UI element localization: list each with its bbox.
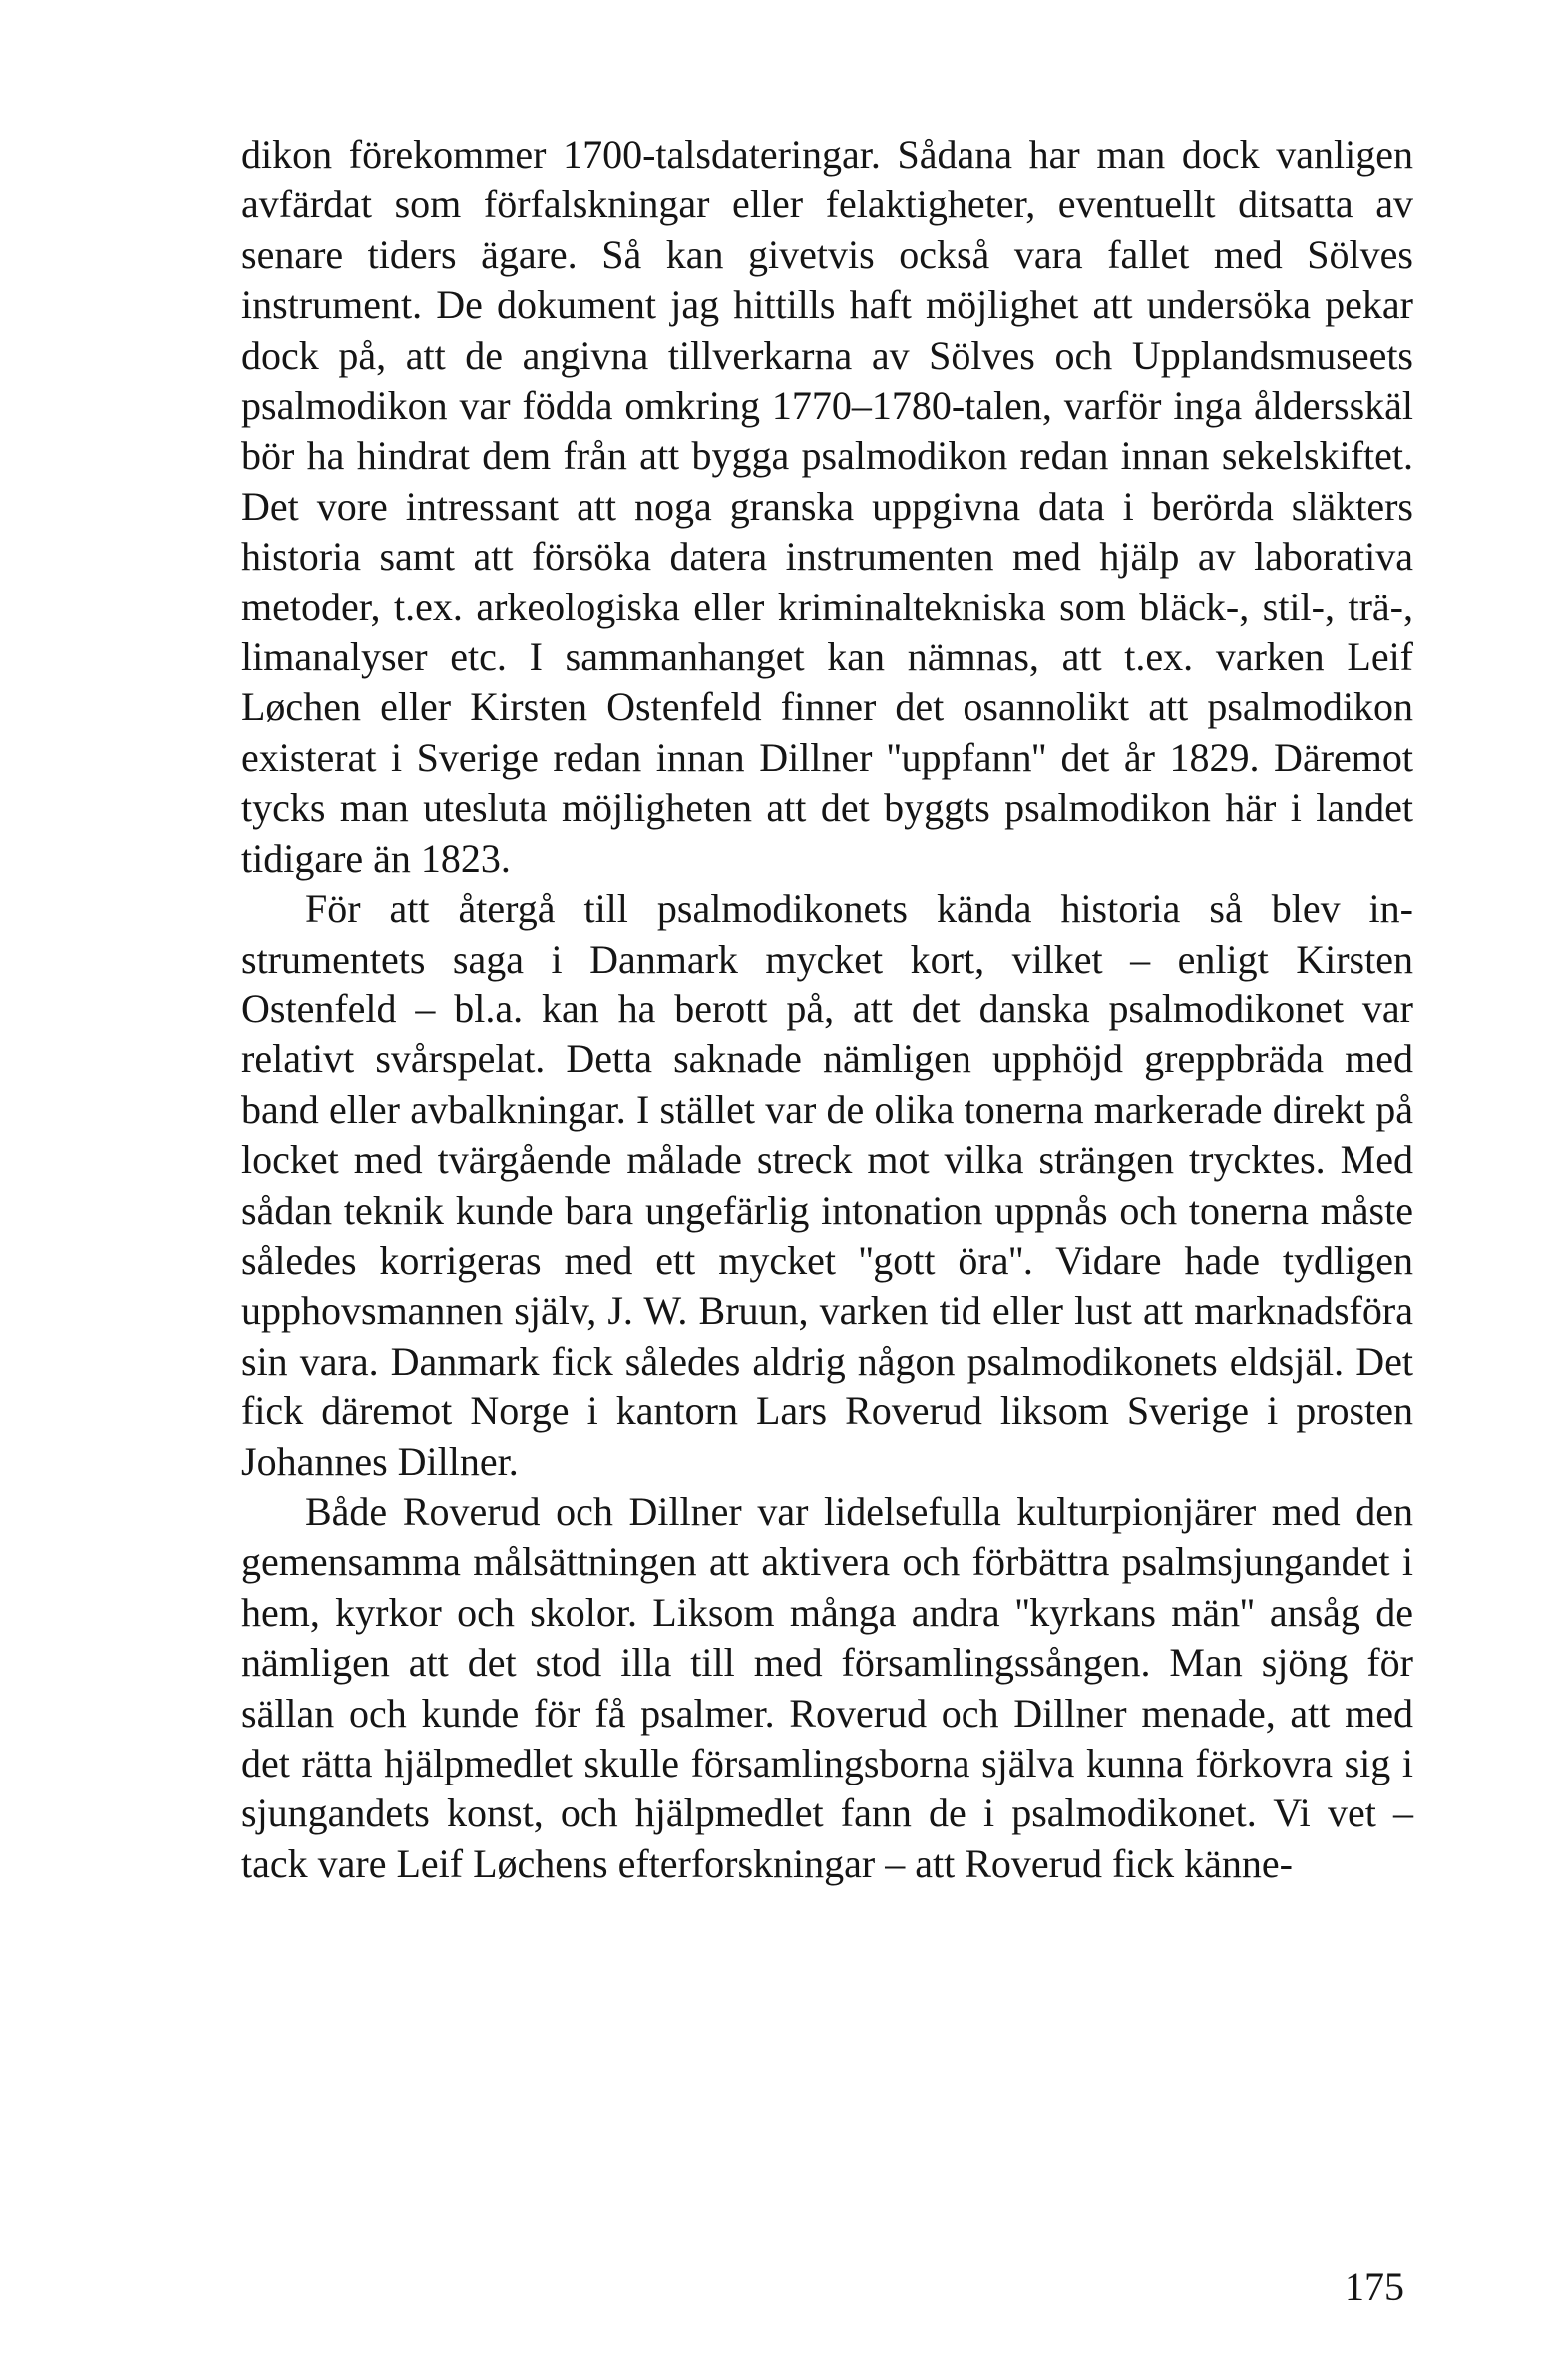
body-text bbox=[241, 130, 1413, 1889]
paragraph-1: dikon förekommer 1700-talsdateringar. Sådana har man dock vanligen avfärdat som förfalskningar eller felaktigheter, eventuellt ditsatta av senare tiders ägare. Så kan givetvis också vara fallet med Sölves instrument. De dokument jag hittills haft möjlighet att undersöka pekar dock på, att de angivna tillverkarna av Sölves och Upplandsmuseets psalmodikon var födda omkring 1770–1780-talen, varför inga åldersskäl bör ha hindrat dem från att bygga psalmodikon redan innan sekelskiftet. Det vore intressant att noga granska uppgivna data i berörda släkters historia samt att försöka datera instrumenten med hjälp av laborativa metoder, t.ex. arkeologiska eller kriminaltekniska som bläck-, stil-, trä-, limanalyser etc. I sammanhanget kan nämnas, att t.ex. varken Leif Løchen eller Kirsten Ostenfeld finner det osannolikt att psalmodikon existerat i Sverige redan innan Dillner ''uppfann'' det år 1829. Däremot tycks man utesluta möjligheten att det byggts psalmodikon här i landet tidigare än 1823. bbox=[241, 132, 1413, 881]
page-number: 175 bbox=[1345, 2264, 1404, 2309]
paragraph-2: För att återgå till psalmodikonets kända historia så blev instrumentets saga i Danmark mycket kort, vilket – enligt Kirsten Ostenfeld – bl.a. kan ha berott på, att det danska psalmodikonet var relativt svårspelat. Detta saknade nämligen upphöjd greppbräda med band eller avbalkningar. I stället var de olika tonerna markerade direkt på locket med tvärgående målade streck mot vilka strängen trycktes. Med sådan teknik kunde bara ungefärlig intonation uppnås och tonerna måste således korrigeras med ett mycket ''gott öra''. Vidare hade tydligen upphovsmannen själv, J. W. Bruun, varken tid eller lust att marknadsföra sin vara. Danmark fick således aldrig någon psalmodikonets eldsjäl. Det fick däremot Norge i kantorn Lars Roverud liksom Sverige i prosten Johannes Dillner. bbox=[241, 886, 1413, 1484]
paragraph-3: Både Roverud och Dillner var lidelsefulla kulturpionjärer med den gemensamma målsättningen att aktivera och förbättra psalmsjungandet i hem, kyrkor och skolor. Liksom många andra ''kyrkans män'' ansåg de nämligen att det stod illa till med församlingssången. Man sjöng för sällan och kunde för få psalmer. Roverud och Dillner menade, att med det rätta hjälpmedlet skulle församlingsborna själva kunna förkovra sig i sjungandets konst, och hjälpmedlet fann de i psalmodikonet. Vi vet – tack vare Leif Løchens efterforskningar – att Roverud fick känne- bbox=[241, 1488, 1413, 1886]
